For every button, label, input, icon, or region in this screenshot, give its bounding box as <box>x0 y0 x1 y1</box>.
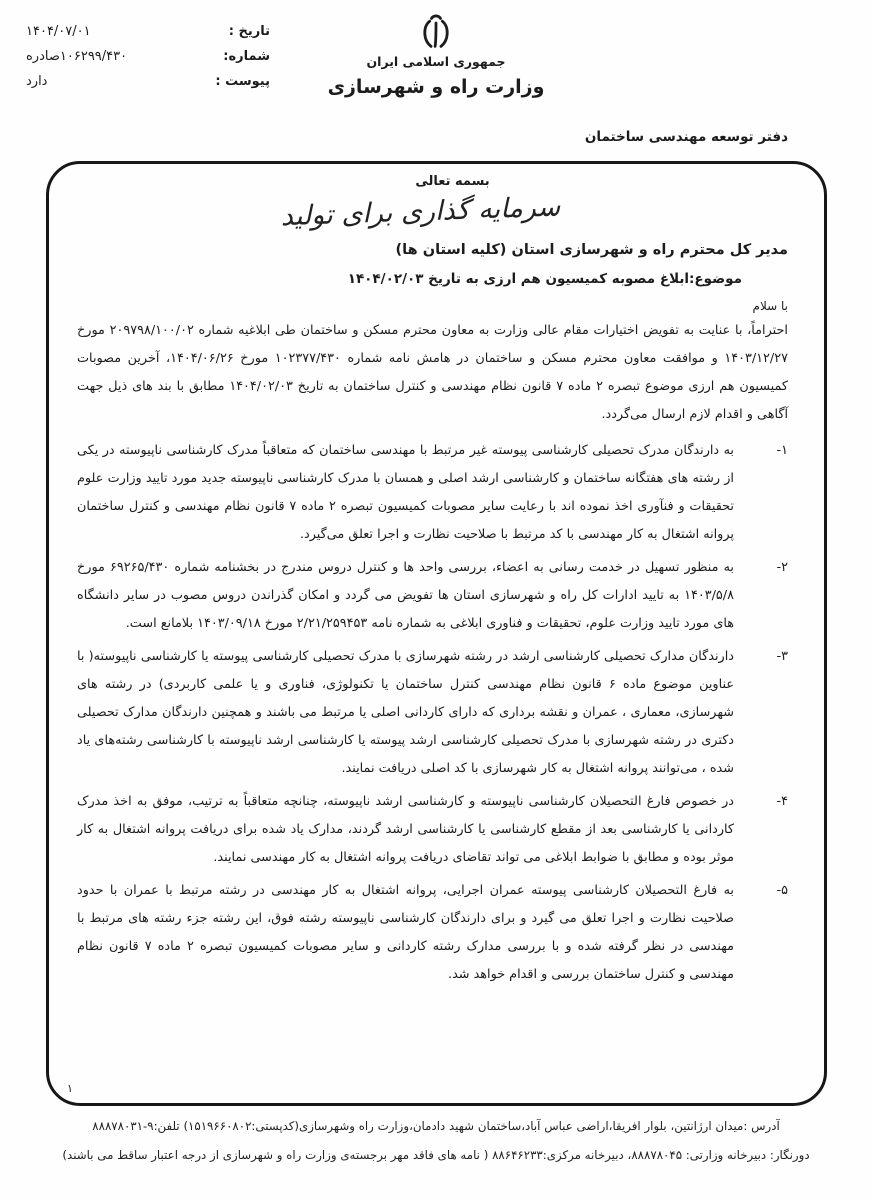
clause-number: ۲- <box>776 560 788 575</box>
clause-number: ۱- <box>776 443 788 458</box>
country-title: جمهوری اسلامی ایران <box>366 54 506 69</box>
clause-number: ۵- <box>776 883 788 898</box>
national-header <box>0 12 872 98</box>
number-label: شماره: <box>223 49 270 64</box>
clause-text: به منظور تسهیل در خدمت رسانی به اعضاء، بررسی واحد ها و کنترل دروس مندرج در بخشنامه شماره ۶۹۲۶۵/۴۳۰ مورخ ۱۴۰۳/۵/۸ به تایید ادارات کل راه و شهرسازی استان ها تفویض می گردد و امکان گذراندن دروس مصوب در سایر دانشگاه های مورد تایید وزارت علوم، تحقیقات و فناوری ابلاغی به شماره نامه ۲/۲۱/۲۵۹۴۵۳ مورخ ۱۴۰۳/۰۹/۱۸ بلامانع است. <box>77 560 734 631</box>
subject-line: موضوع:ابلاغ مصوبه کمیسیون هم ارزی به تاریخ ۱۴۰۴/۰۲/۰۳ <box>347 271 742 287</box>
letter-body-frame <box>46 161 827 1106</box>
salutation-line: با سلام <box>752 299 788 313</box>
clause-text: به فارغ التحصیلان کارشناسی پیوسته عمران اجرایی، پروانه اشتغال به کار مهندسی در رشته مرتبط با عمران با حدود صلاحیت نظارت و اجرا تعلق می گیرد و برای دارندگان کارشناسی ناپیوسته رشته فوق، این رشته جزء رشته های مرتبط با مهندسی در نظر گرفته شده و با بررسی مدارک رشته کاردانی و سایر مصوبات کمیسیون تبصره ۲ ماده ۷ قانون نظام مهندسی و کنترل ساختمان بررسی و اقدام خواهد شد. <box>77 883 734 982</box>
addressee-line: مدیر کل محترم راه و شهرسازی استان (کلیه استان ها) <box>395 242 788 258</box>
clause-number: ۴- <box>776 794 788 809</box>
office-title: دفتر توسعه مهندسی ساختمان <box>584 129 788 145</box>
date-value: ۱۴۰۴/۰۷/۰۱ <box>26 24 91 39</box>
clause-number: ۳- <box>776 649 788 664</box>
intro-paragraph: احتراماً، با عنایت به تفویض اختیارات مقام عالی وزارت به معاون محترم مسکن و ساختمان طی ابلاغیه شماره ۲۰۹۷۹۸/۱۰۰/۰۲ مورخ ۱۴۰۳/۱۲/۲۷ و موافقت معاون محترم مسکن و ساختمان در هامش نامه شماره ۱۰۲۳۷۷/۴۳۰ مورخ ۱۴۰۴/۰۶/۲۶، آخرین مصوبات کمیسیون هم ارزی موضوع تبصره ۲ ماده ۷ قانون نظام مهندسی و کنترل ساختمان به تاریخ ۱۴۰۴/۰۲/۰۳ مطابق با بند های ذیل جهت آگاهی و اقدام لازم ارسال می‌گردد. <box>77 323 789 422</box>
footer-fax-line: دورنگار: دبیرخانه وزارتی: ۸۸۸۷۸۰۴۵، دبیرخانه مرکزی:۸۸۶۴۶۲۳۳ ( نامه های فاقد مهر برجسته‌ی وزارت راه و شهرسازی از درجه اعتبار ساقط می باشند) <box>62 1148 810 1162</box>
date-label: تاریخ : <box>228 24 270 39</box>
iran-emblem-icon <box>418 12 454 52</box>
clause-text: به دارندگان مدرک تحصیلی کارشناسی پیوسته غیر مرتبط با مهندسی ساختمان که متعاقباً مدرک کارشناسی ناپیوسته در یکی از رشته های هفتگانه ساختمان و کارشناسی ارشد اصلی و همسان با مدرک کارشناسی ناپیوسته جدید مورد تایید وزارت علوم تحقیقات و فنآوری اخذ نموده اند با رعایت سایر مصوبات کمیسیون تبصره ۲ ماده ۷ قانون نظام مهندسی و کنترل ساختمان پروانه اشتغال به کار مهندسی با کد مرتبط با صلاحیت نظارت و اجرا تعلق می‌گیرد. <box>77 443 734 542</box>
clause-list <box>77 437 788 989</box>
clause-item <box>77 437 788 549</box>
clause-item <box>77 643 788 783</box>
attachment-value: دارد <box>26 74 48 89</box>
ministry-title: وزارت راه و شهرسازی <box>327 76 545 98</box>
year-slogan-calligraphy: سرمایه گذاری برای تولید <box>280 191 561 233</box>
clause-text: دارندگان مدارک تحصیلی کارشناسی ارشد در رشته شهرسازی با مدرک تحصیلی کارشناسی پیوسته یا کارشناسی ناپیوسته( با عناوین موضوع ماده ۶ قانون نظام مهندسی کنترل ساختمان یا تکنولوژی، فناوری و یا علمی کاربردی) در رشته های شهرسازی، معماری ، عمران و نقشه برداری که دارای کاردانی اصلی یا مرتبط می باشند و همچنین دارندگان مدارک تحصیلی دکتری در رشته شهرسازی با مدرک تحصیلی کارشناسی ارشد پیوسته یا کارشناسی ارشد ناپیوسته با کارشناسی رشته‌های یاد شده ، می‌توانند پروانه اشتغال به کار شهرسازی با کد اصلی دریافت نمایند. <box>77 649 734 776</box>
clause-text: در خصوص فارغ التحصیلان کارشناسی ناپیوسته و کارشناسی ارشد ناپیوسته، چنانچه متعاقباً به ترتیب، موفق به اخذ مدرک کاردانی یا کارشناسی بعد از مقطع کارشناسی یا کارشناسی ارشد گردند، مدارک یاد شده برای دریافت پروانه اشتغال به کار موثر بوده و مطابق با ضوابط ابلاغی می تواند تقاضای دریافت پروانه اشتغال به کار مهندسی نمایند. <box>77 794 734 865</box>
clause-item <box>77 788 788 872</box>
number-value: ۱۰۶۲۹۹/۴۳۰صادره <box>26 49 128 64</box>
besmeh-line: بسمه تعالی <box>415 174 490 189</box>
attachment-label: پیوست : <box>215 74 270 89</box>
clause-item <box>77 554 788 638</box>
clause-item <box>77 877 788 989</box>
letterhead-footer <box>6 1112 866 1170</box>
page-number: ۱ <box>67 1082 73 1095</box>
footer-address-line: آدرس :میدان ارژانتین، بلوار افریقا،اراضی عباس آباد،ساختمان شهید دادمان،وزارت راه وشهرسازی(کدپستی:۱۵۱۹۶۶۰۸۰۲) تلفن:۹-۸۸۸۷۸۰۳۱ <box>92 1119 780 1133</box>
